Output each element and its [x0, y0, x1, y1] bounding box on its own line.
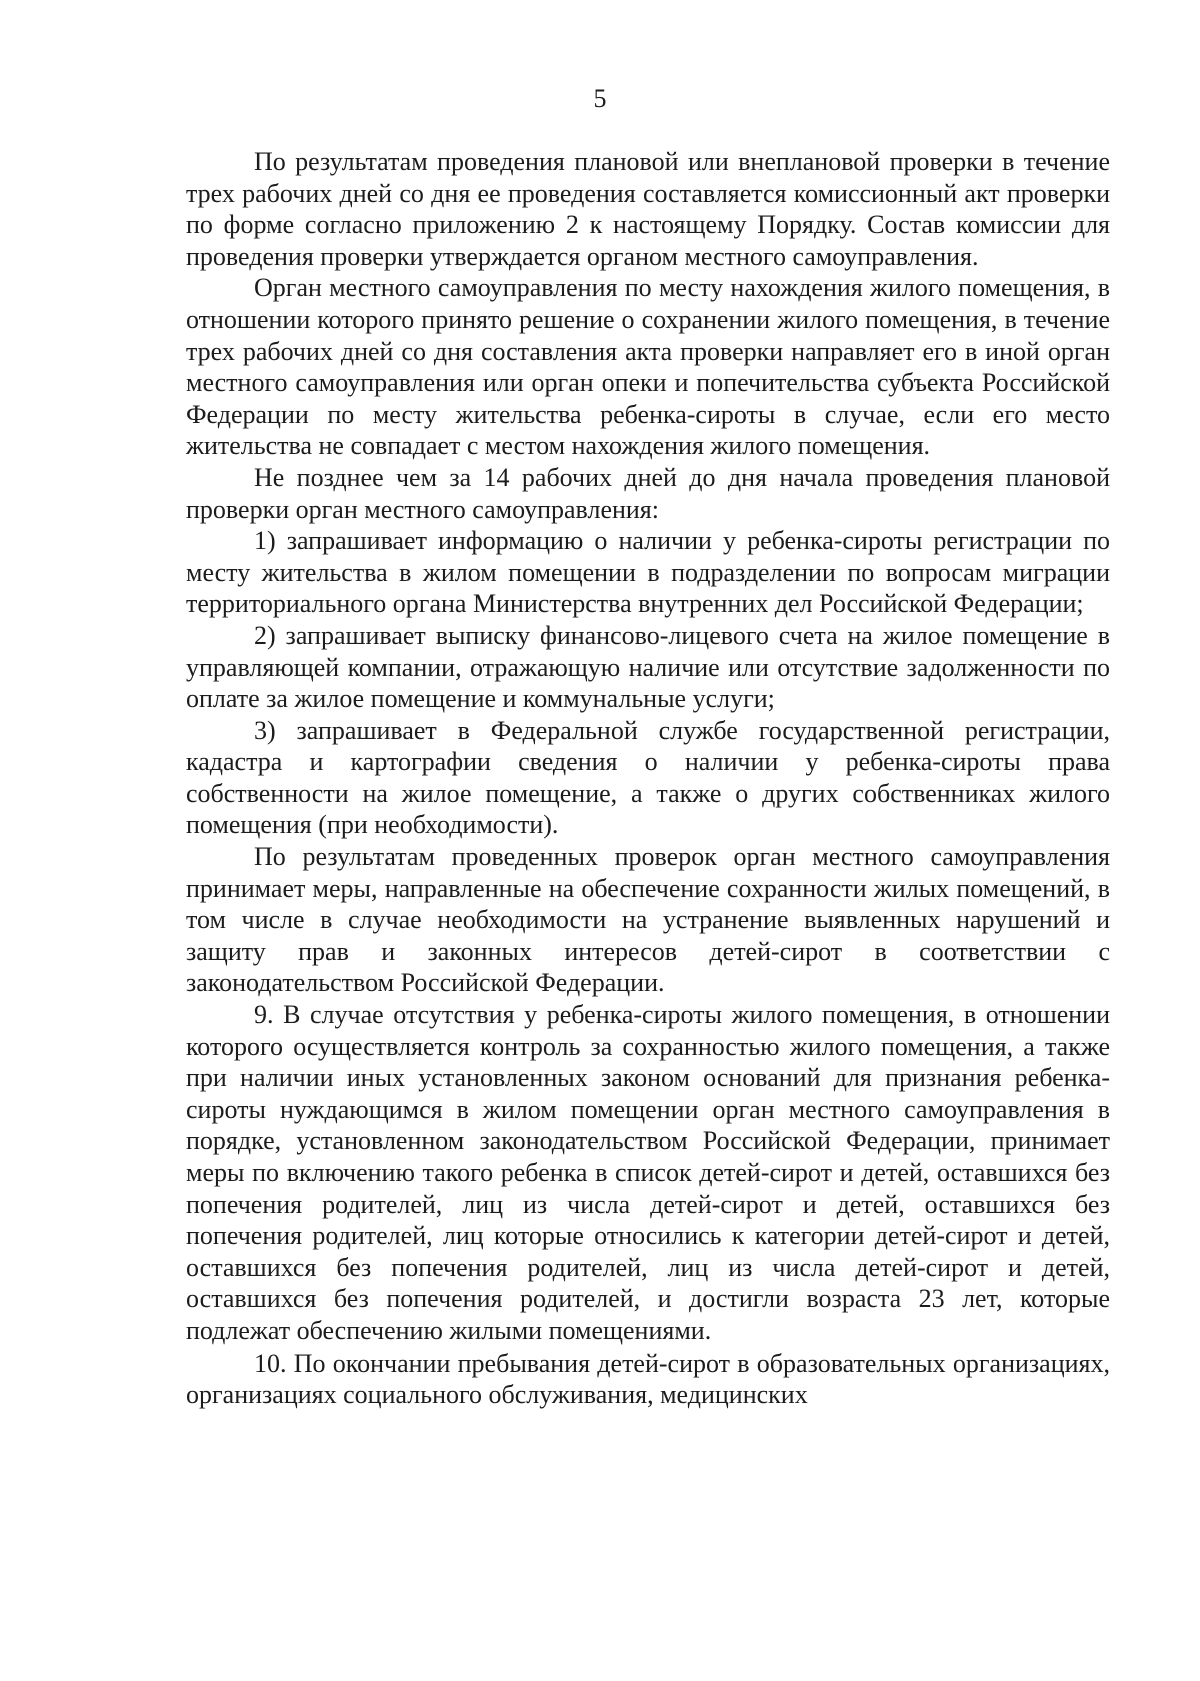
paragraph-inspection-results: По результатам проведенных проверок орган местного самоуправления принимает меры, направленные на обеспечение сохранности жилых помещений, в том числе в случае необходимости на устранение выявленных нарушений и защиту прав и законных интересов детей-сирот в соответствии с законодательством Российской Федерации. [186, 842, 1110, 998]
list-item-2-account-statement: 2) запрашивает выписку финансово-лицевого счета на жилое помещение в управляющей компании, отражающую наличие или отсутствие задолженности по оплате за жилое помещение и коммунальные услуги; [186, 620, 1110, 714]
list-item-1-registration: 1) запрашивает информацию о наличии у ребенка-сироты регистрации по месту жительства в жилом помещении в подразделении по вопросам миграции территориального органа Министерства внутренних дел Российской Федерации; [186, 526, 1110, 619]
paragraph-planned-inspection-intro: Не позднее чем за 14 рабочих дней до дня начала проведения плановой проверки орган местного самоуправления: [186, 462, 1110, 524]
page-number: 5 [593, 84, 607, 113]
clause-10: 10. По окончании пребывания детей-сирот в образовательных организациях, организациях социального обслуживания, медицинских [186, 1348, 1110, 1410]
document-body [186, 146, 1110, 1411]
list-item-3-ownership-info: 3) запрашивает в Федеральной службе государственной регистрации, кадастра и картографии сведения о наличии у ребенка-сироты права собственности на жилое помещение, а также о других собственниках жилого помещения (при необходимости). [186, 715, 1110, 840]
clause-9: 9. В случае отсутствия у ребенка-сироты жилого помещения, в отношении которого осуществляется контроль за сохранностью жилого помещения, а также при наличии иных установленных законом оснований для признания ребенка-сироты нуждающимся в жилом помещении орган местного самоуправления в порядке, установленном законодательством Российской Федерации, принимает меры по включению такого ребенка в список детей-сирот и детей, оставшихся без попечения родителей, лиц из числа детей-сирот и детей, оставшихся без попечения родителей, лиц которые относились к категории детей-сирот и детей, оставшихся без попечения родителей, лиц из числа детей-сирот и детей, оставшихся без попечения родителей, и достигли возраста 23 лет, которые подлежат обеспечению жилыми помещениями. [186, 1000, 1110, 1345]
paragraph-act-forwarding: Орган местного самоуправления по месту нахождения жилого помещения, в отношении которого принято решение о сохранении жилого помещения, в течение трех рабочих дней со дня составления акта проверки направляет его в иной орган местного самоуправления или орган опеки и попечительства субъекта Российской Федерации по месту жительства ребенка-сироты в случае, если его место жительства не совпадает с местом нахождения жилого помещения. [186, 273, 1110, 461]
paragraph-inspection-report: По результатам проведения плановой или внеплановой проверки в течение трех рабочих дней со дня ее проведения составляется комиссионный акт проверки по форме согласно приложению 2 к настоящему Порядку. Состав комиссии для проведения проверки утверждается органом местного самоуправления. [186, 147, 1110, 271]
